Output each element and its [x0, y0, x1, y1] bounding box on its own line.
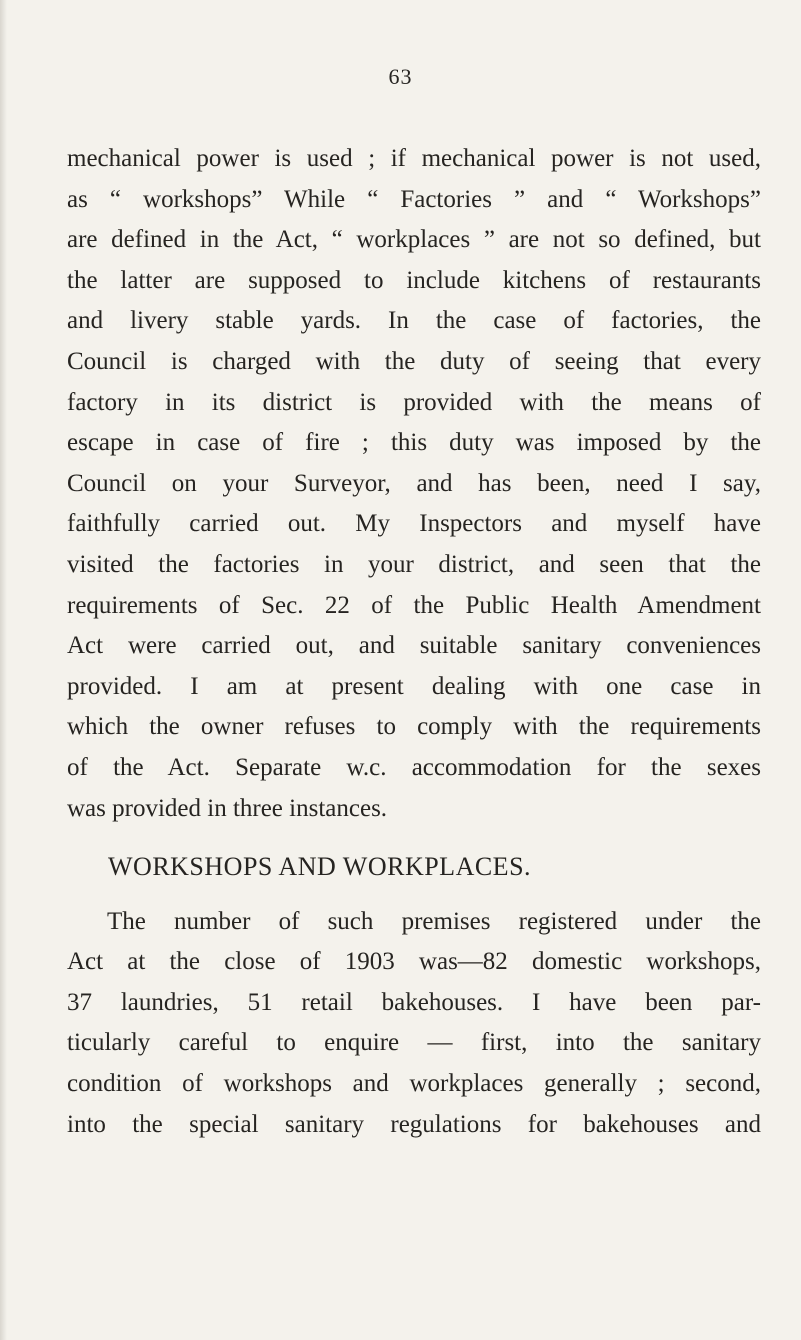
text-line: condition of workshops and workplaces generally ; second,: [67, 1070, 761, 1098]
text-line: Council is charged with the duty of seeing that every: [67, 347, 761, 375]
text-line: requirements of Sec. 22 of the Public Health Amendment: [67, 591, 761, 619]
text-line: ticularly careful to enquire — first, into the sanitary: [67, 1029, 761, 1057]
text-line: into the special sanitary regulations for bakehouses and: [67, 1110, 761, 1138]
text-line: visited the factories in your district, and seen that the: [67, 550, 761, 578]
page-number: 63: [388, 64, 413, 89]
text-line: of the Act. Separate w.c. accommodation for the sexes: [67, 753, 761, 781]
text-line: which the owner refuses to comply with the requirements: [67, 713, 761, 741]
page-body: [67, 139, 761, 1145]
text-line: mechanical power is used ; if mechanical power is not used,: [67, 145, 761, 172]
text-line: The number of such premises registered under the: [107, 907, 761, 935]
text-line: 37 laundries, 51 retail bakehouses. I have been par-: [67, 988, 761, 1016]
page-edge-shadow: [0, 0, 7, 1340]
text-line: factory in its district is provided with the means of: [67, 388, 761, 416]
text-line: Act at the close of 1903 was—82 domestic workshops,: [67, 948, 761, 976]
text-line: provided. I am at present dealing with one case in: [67, 672, 761, 700]
text-line: as “ workshops” While “ Factories ” and “ Workshops”: [67, 185, 761, 213]
text-line: are defined in the Act, “ workplaces ” are not so defined, but: [67, 226, 761, 254]
section-heading: WORKSHOPS AND WORKPLACES.: [108, 852, 532, 882]
text-line: and livery stable yards. In the case of factories, the: [67, 307, 761, 335]
text-line: Act were carried out, and suitable sanitary conveniences: [67, 632, 761, 660]
text-line: was provided in three instances.: [67, 794, 388, 822]
text-line: the latter are supposed to include kitchens of restaurants: [67, 266, 761, 294]
paragraph-workshops: [67, 902, 761, 1146]
text-line: escape in case of fire ; this duty was imposed by the: [67, 429, 761, 457]
text-line: Council on your Surveyor, and has been, need I say,: [67, 469, 761, 497]
text-line: faithfully carried out. My Inspectors and myself have: [67, 510, 761, 538]
paragraph-factories: [67, 139, 761, 829]
